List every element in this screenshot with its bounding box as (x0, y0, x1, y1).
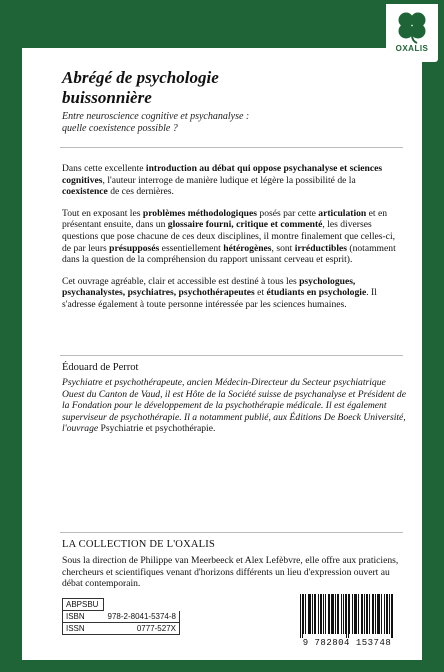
clover-icon (394, 10, 430, 44)
barcode-bar (303, 594, 304, 634)
barcode (292, 590, 402, 652)
barcode-bar (354, 594, 355, 634)
barcode-bar (373, 594, 374, 634)
barcode-bar (346, 594, 347, 638)
barcode-bar (333, 594, 334, 634)
barcode-bar (328, 594, 329, 634)
barcode-bars (300, 594, 394, 638)
barcode-bar (338, 594, 339, 634)
barcode-bar (356, 594, 357, 634)
description (62, 163, 402, 321)
title-line-2: buissonnière (62, 88, 152, 107)
barcode-bar (348, 594, 349, 638)
barcode-bar (381, 594, 382, 634)
barcode-bar (358, 594, 359, 634)
barcode-bar (384, 594, 385, 634)
barcode-bar (343, 594, 344, 634)
barcode-digits: 9 782804 153748 (302, 638, 392, 648)
divider-top (60, 147, 403, 148)
barcode-bar (341, 594, 342, 634)
subtitle-line-2: quelle coexistence possible ? (62, 123, 178, 134)
barcode-bar (308, 594, 309, 634)
barcode-bar (392, 594, 393, 638)
logo-label: OXALIS (395, 44, 429, 53)
barcode-bar (332, 594, 333, 634)
barcode-bar (318, 594, 319, 634)
barcode-bar (367, 594, 368, 634)
book-subtitle (62, 111, 249, 135)
barcode-bar (377, 594, 378, 634)
barcode-bar (378, 594, 379, 634)
barcode-bar (300, 594, 301, 638)
publisher-code: ABPSBU (62, 598, 104, 611)
barcode-bar (361, 594, 362, 634)
issn-row: ISSN 0777-527X (62, 623, 180, 635)
barcode-bar (362, 594, 363, 634)
isbn-row: ISBN 978-2-8041-5374-8 (62, 611, 180, 623)
barcode-bar (329, 594, 330, 634)
book-title (62, 68, 219, 108)
author-bio: Psychiatre et psychothérapeute, ancien Médecin-Directeur du Secteur psychiatrique Ouest du Canton de Vaud, il est Hôte de la Société suisse de psychanalyse et Président de la Fondation pour le développement de la psychothérapie médicale. Il est également superviseur de psychothérapie. Il a notamment publié, aux Éditions De Boeck Université, l'ouvrage Psychiatrie et psychothérapie. (62, 377, 406, 435)
barcode-bar (386, 594, 387, 634)
barcode-bar (349, 594, 350, 634)
barcode-bar (337, 594, 338, 634)
description-paragraph-3: Cet ouvrage agréable, clair et accessible est destiné à tous les psychologues, psychanalystes, psychiatres, psychothérapeutes et étudiants en psychologie. Il s'adresse également à toute personne intéressée par les sciences humaines. (62, 275, 377, 310)
description-paragraph-1: Dans cette excellente introduction au débat qui oppose psychanalyse et sciences cognitives, l'auteur interroge de manière ludique et légère la possibilité de la coexistence de ces dernières. (62, 163, 383, 198)
barcode-bar (366, 594, 367, 634)
barcode-bar (345, 594, 346, 634)
oxalis-logo (386, 4, 438, 62)
collection-title: LA COLLECTION DE L'OXALIS (62, 539, 215, 550)
barcode-bar (315, 594, 316, 634)
barcode-bar (323, 594, 324, 634)
barcode-bar (372, 594, 373, 634)
barcode-bar (379, 594, 380, 634)
identifier-box (62, 598, 180, 635)
subtitle-line-1: Entre neuroscience cognitive et psychanalyse : (62, 111, 250, 122)
barcode-bar (314, 594, 315, 634)
barcode-bar (391, 594, 392, 638)
title-line-1: Abrégé de psychologie (62, 68, 219, 87)
barcode-bar (302, 594, 303, 638)
author-name: Édouard de Perrot (62, 362, 139, 373)
divider-collection (60, 532, 403, 533)
barcode-bar (321, 594, 322, 634)
barcode-bar (335, 594, 336, 634)
barcode-bar (305, 594, 306, 634)
barcode-bar (310, 594, 311, 634)
barcode-bar (312, 594, 313, 634)
barcode-bar (355, 594, 356, 634)
barcode-bar (352, 594, 353, 634)
barcode-bar (369, 594, 370, 634)
barcode-bar (364, 594, 365, 634)
description-paragraph-2: Tout en exposant les problèmes méthodologiques posés par cette articulation et en présentant ensuite, dans un glossaire fourni, critique et commenté, les diverses questions que pose chacune de ces deux disciplines, il montre finalement que celles-ci, de par leurs présupposés essentiellement hétérogènes, sont irréductibles (notamment dans la question de la compréhension du rapport unissant cerveau et esprit). (62, 207, 396, 266)
barcode-bar (320, 594, 321, 634)
collection-text: Sous la direction de Philippe van Meerbeeck et Alex Lefèbvre, elle offre aux praticiens, chercheurs et scientifiques venant d'horizons différents un lieu d'expression ouvert au débat contemporain. (62, 555, 399, 590)
divider-author (60, 355, 403, 356)
barcode-bar (331, 594, 332, 634)
barcode-bar (375, 594, 376, 634)
barcode-bar (325, 594, 326, 634)
barcode-bar (387, 594, 388, 634)
barcode-bar (389, 594, 390, 634)
barcode-bar (309, 594, 310, 634)
